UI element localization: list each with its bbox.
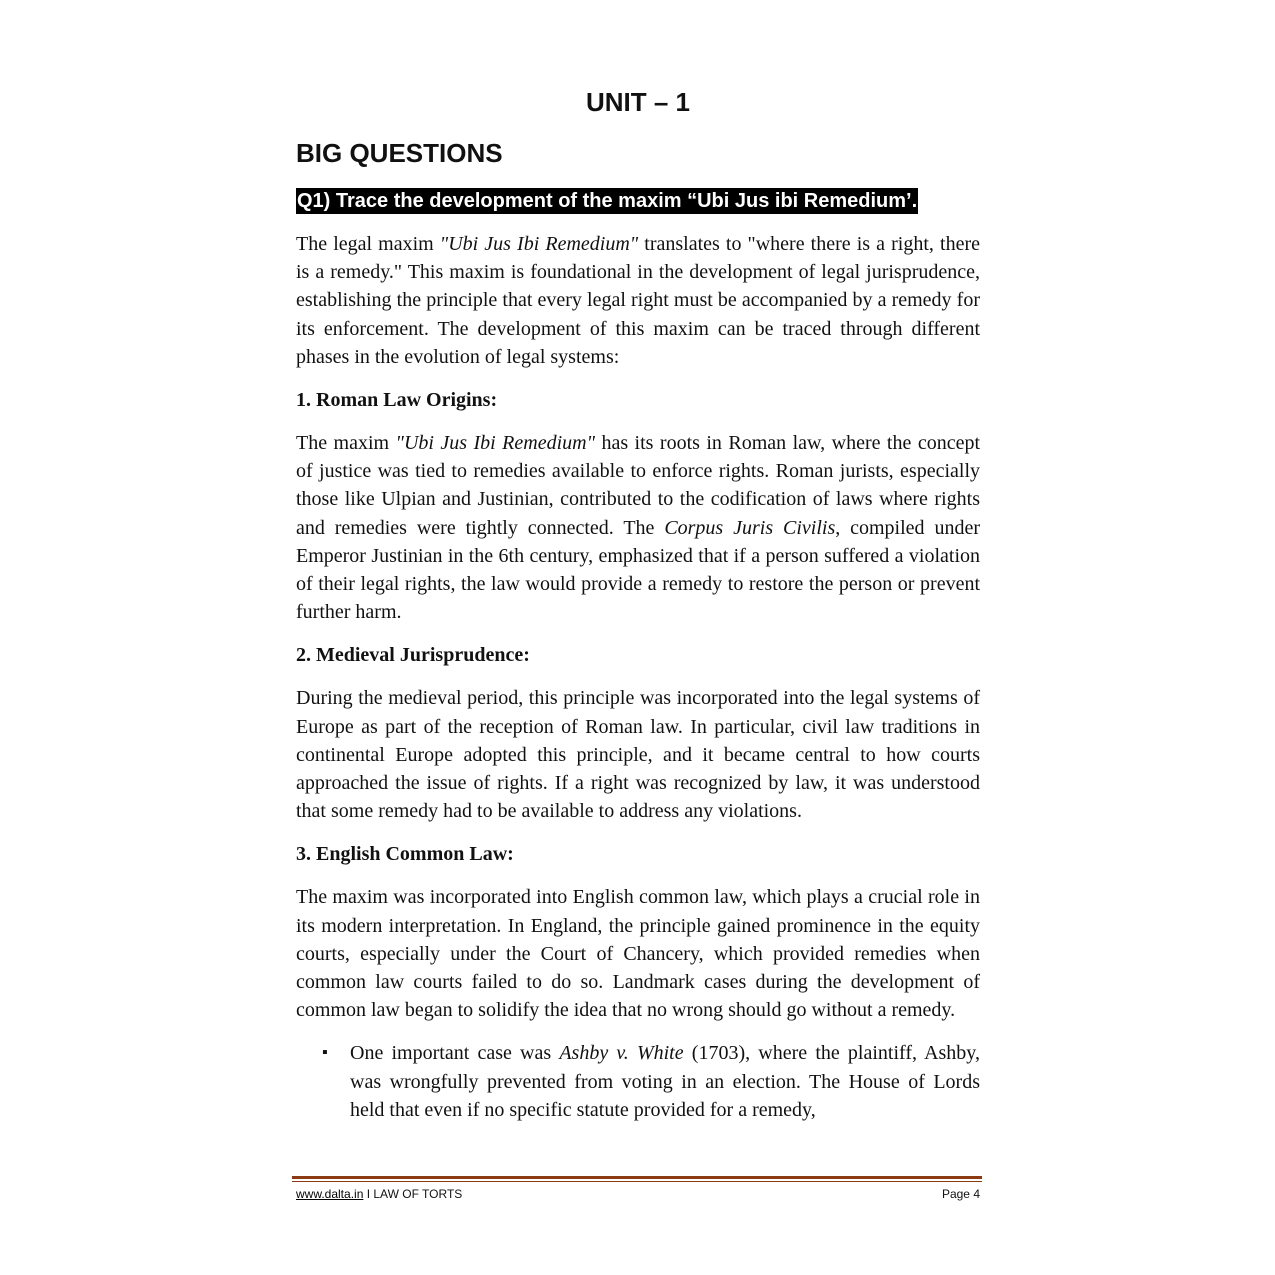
- question-heading: Q1) Trace the development of the maxim “Ubi Jus ibi Remedium’.: [297, 190, 918, 212]
- case-list: [296, 1039, 980, 1124]
- website-link[interactable]: www.dalta.in: [296, 1187, 364, 1201]
- common-law-paragraph: The maxim was incorporated into English common law, which plays a crucial role in its modern interpretation. In England, the principle gained prominence in the equity courts, especially under the Court of Chancery, which provided remedies when common law courts failed to do so. Landmark cases during the development of common law began to solidify the idea that no wrong should go without a remedy.: [296, 886, 980, 1022]
- intro-text-start: The legal maxim: [296, 233, 440, 255]
- roman-law-heading: 1. Roman Law Origins:: [296, 389, 498, 412]
- footer-divider-thin: [292, 1181, 982, 1182]
- page-number: Page 4: [941, 1187, 980, 1201]
- square-bullet-icon: ▪: [322, 1044, 328, 1062]
- corpus-juris-text: Corpus Juris Civilis: [664, 516, 836, 539]
- maxim-text: "Ubi Jus Ibi Remedium": [395, 432, 595, 455]
- document-page: [296, 0, 980, 1275]
- roman-text-start: The maxim: [296, 432, 396, 455]
- footer-subject: I LAW OF TORTS: [363, 1187, 463, 1201]
- roman-law-paragraph: [296, 429, 980, 626]
- section-title: BIG QUESTIONS: [296, 138, 503, 168]
- case-name: Ashby v. White: [559, 1042, 684, 1065]
- case-text-end: (1703), where the plaintiff, Ashby, was wrongfully prevented from voting in an election. The House of Lords held that even if no specific statute provided for a remedy,: [350, 1042, 981, 1121]
- document-body: [296, 230, 980, 1124]
- unit-title: UNIT – 1: [585, 87, 691, 117]
- roman-text-end: , compiled under Emperor Justinian in the 6th century, emphasized that if a person suffered a violation of their legal rights, the law would provide a remedy to restore the person or prevent further harm.: [296, 516, 980, 624]
- common-law-heading: 3. English Common Law:: [296, 843, 514, 866]
- medieval-paragraph: During the medieval period, this principle was incorporated into the legal systems of Europe as part of the reception of Roman law. In particular, civil law traditions in continental Europe adopted this principle, and it became central to how courts approached the issue of rights. If a right was recognized by law, it was understood that some remedy had to be available to address any violations.: [296, 687, 980, 823]
- roman-text-middle: has its roots in Roman law, where the concept of justice was tied to remedies available to enforce rights. Roman jurists, especially those like Ulpian and Justinian, contributed to the codification of laws where rights and remedies were tightly connected. The: [296, 432, 981, 539]
- list-item: [296, 1039, 980, 1124]
- footer-divider: [292, 1176, 982, 1179]
- medieval-heading: 2. Medieval Jurisprudence:: [296, 644, 530, 667]
- page-footer: [296, 1186, 980, 1204]
- footer-left: [296, 1186, 462, 1202]
- intro-text-end: translates to "where there is a right, there is a remedy." This maxim is foundational in the development of legal jurisprudence, establishing the principle that every legal right must be accompanied by a remedy for its enforcement. The development of this maxim can be traced through different phases in the evolution of legal systems:: [296, 233, 980, 368]
- maxim-text: "Ubi Jus Ibi Remedium": [439, 233, 639, 255]
- case-text-start: One important case was: [350, 1042, 560, 1065]
- intro-paragraph: [296, 230, 980, 371]
